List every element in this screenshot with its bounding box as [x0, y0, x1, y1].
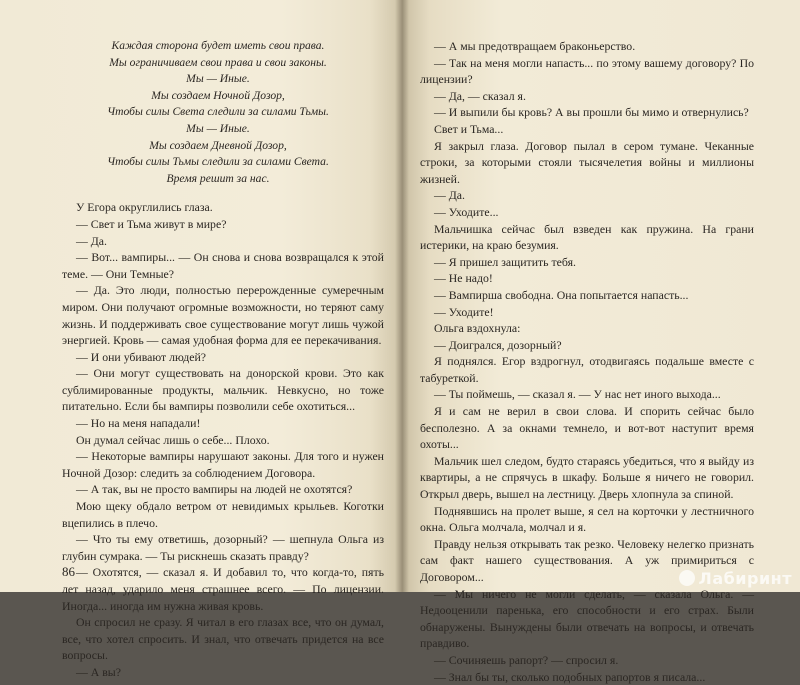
paragraph: — Не надо!	[434, 271, 493, 286]
paragraph: Мою щеку обдало ветром от невидимых крыльев. Коготки вцепились в плечо.	[62, 499, 384, 530]
paragraph: — Я пришел защитить тебя.	[434, 254, 576, 269]
paragraph: — Да.	[76, 233, 107, 248]
paragraph: — Некоторые вампиры нарушают законы. Для того и нужен Ночной Дозор: следить за соблюдением Договора.	[62, 449, 384, 480]
epigraph-line: Мы ограничиваем свои права и свои законы.	[109, 55, 327, 69]
paragraph: Мальчик шел следом, будто стараясь убедиться, что я выйду из квартиры, а не спрячусь в шкафу. Больше я ничего не говорил. Открыл дверь, вышел на лестницу. Дверь хлопнула за спиной.	[420, 453, 754, 502]
paragraph: — И выпили бы кровь? А вы прошли бы мимо и отвернулись?	[434, 105, 749, 120]
paragraph: Я поднялся. Егор вздрогнул, отодвигаясь подальше вместе с табуреткой.	[420, 354, 754, 385]
paragraph: — Да, — сказал я.	[434, 88, 526, 103]
epigraph-line: Каждая стоpона будет иметь свои права.	[111, 39, 325, 52]
paragraph: — Знал бы ты, сколько подобных рапортов я писала...	[434, 669, 706, 684]
paragraph: — Доигрался, дозорный?	[434, 337, 562, 352]
paragraph: — Они могут существовать на донорской крови. Это как сублимированные продукты, мальчик. Невкусно, но тоже питательно. Если бы вампиры позволили себе охотиться...	[62, 366, 384, 414]
paragraph: — Что ты ему ответишь, дозорный? — шепнула Ольга из глубин сумрака. — Ты рискнешь сказать правду?	[62, 532, 384, 563]
paragraph: — Свет и Тьма живут в мире?	[76, 216, 227, 231]
watermark-text: Лабиринт	[698, 569, 792, 588]
paragraph: Мальчишка сейчас был взведен как пружина. На грани истерики, на краю безумия.	[420, 221, 754, 253]
paragraph: Он думал сейчас лишь о себе... Плохо.	[76, 432, 270, 447]
paragraph: Правду нельзя открывать так резко. Человеку нелегко признать сам факт нашего существования. А уж примириться с Договором...	[420, 536, 754, 584]
paragraph: — Но на меня нападали!	[76, 416, 201, 431]
right-page	[402, 0, 800, 684]
book-gutter	[395, 0, 409, 592]
paragraph: Поднявшись на пролет выше, я сел на корточки у лестничного окна. Ольга молчала, молчал и я.	[420, 503, 754, 535]
paragraph: У Егора округлились глаза.	[76, 200, 213, 215]
watermark	[679, 569, 792, 588]
epigraph-line: Чтобы силы Тьмы следили за силами Света.	[107, 155, 329, 169]
paragraph: — Сочиняешь рапорт? — спросил я.	[434, 652, 619, 667]
paragraph: — Вот... вампиры... — Он снова и снова возвращался к этой теме. — Они Темные?	[62, 250, 384, 281]
epigraph-line: Время решит за нас.	[166, 171, 270, 185]
page-number: 86	[62, 564, 75, 579]
paragraph: — И они убивают людей?	[76, 349, 207, 364]
paragraph: Ольга вздохнула:	[434, 321, 521, 336]
paragraph: Он спросил не сразу. Я читал в его глазах все, что он думал, все, что хотел спросить. И знал, что отвечать придется на все вопросы.	[62, 615, 384, 663]
paragraph: Свет и Тьма...	[434, 121, 504, 136]
paragraph: — А вы?	[76, 664, 121, 679]
epigraph-line: Мы создаем Дневной Дозор,	[149, 138, 287, 152]
paragraph: — Так на меня могли напасть... по этому вашему договору? По лицензии?	[420, 55, 754, 87]
labirint-logo-icon	[679, 570, 695, 586]
left-page	[0, 0, 402, 679]
paragraph: — Охотятся, — сказал я. И добавил то, что когда-то, пять лет назад, ударило меня страшнее всего. — По лицензии. Иногда... иногда им нужна живая кровь.	[62, 565, 384, 613]
paragraph: — А так, вы не просто вампиры на людей не охотятся?	[76, 482, 353, 497]
paragraph: Я закрыл глаза. Договор пылал в сером тумане. Чеканные строки, за которыми стояли тысячелетия войны и миллионы жизней.	[420, 138, 754, 186]
epigraph-line: Мы создаем Ночной Дозор,	[151, 88, 285, 102]
paragraph: — А мы предотвращаем браконьерство.	[434, 39, 636, 53]
paragraph: — Уходите!	[434, 304, 494, 319]
left-body-text	[62, 199, 384, 680]
paragraph: — Да.	[434, 188, 465, 203]
epigraph-line: Мы — Иные.	[186, 72, 250, 86]
paragraph: — Ты поймешь, — сказал я. — У нас нет иного выхода...	[434, 387, 721, 402]
paragraph: Я и сам не верил в свои слова. И спорить сейчас было бесполезно. А за окнами темнело, и вот-вот наступит время охоты...	[420, 404, 754, 452]
paragraph: — Вампирша свободна. Она попытается напасть...	[434, 287, 689, 302]
epigraph	[62, 38, 384, 187]
paragraph: — Да. Это люди, полностью переpожденные сумеречным миром. Они получают огромные возможности, но теряют саму жизнь. И поддерживать свое существование могут лишь чужой энергией. Кровь — самая удобная форма для ее перекачивания.	[62, 283, 384, 348]
epigraph-line: Мы — Иные.	[186, 121, 250, 135]
paragraph: — Мы ничего не могли сделать, — сказала Ольга. — Недооценили паренька, его способности и его страх. Были обнаружены. Вынуждены были отвечать на вопросы, и отвечать правдиво.	[420, 586, 754, 651]
epigraph-line: Чтобы силы Света следили за силами Тьмы.	[107, 105, 329, 119]
paragraph: — Уходите...	[434, 204, 499, 219]
